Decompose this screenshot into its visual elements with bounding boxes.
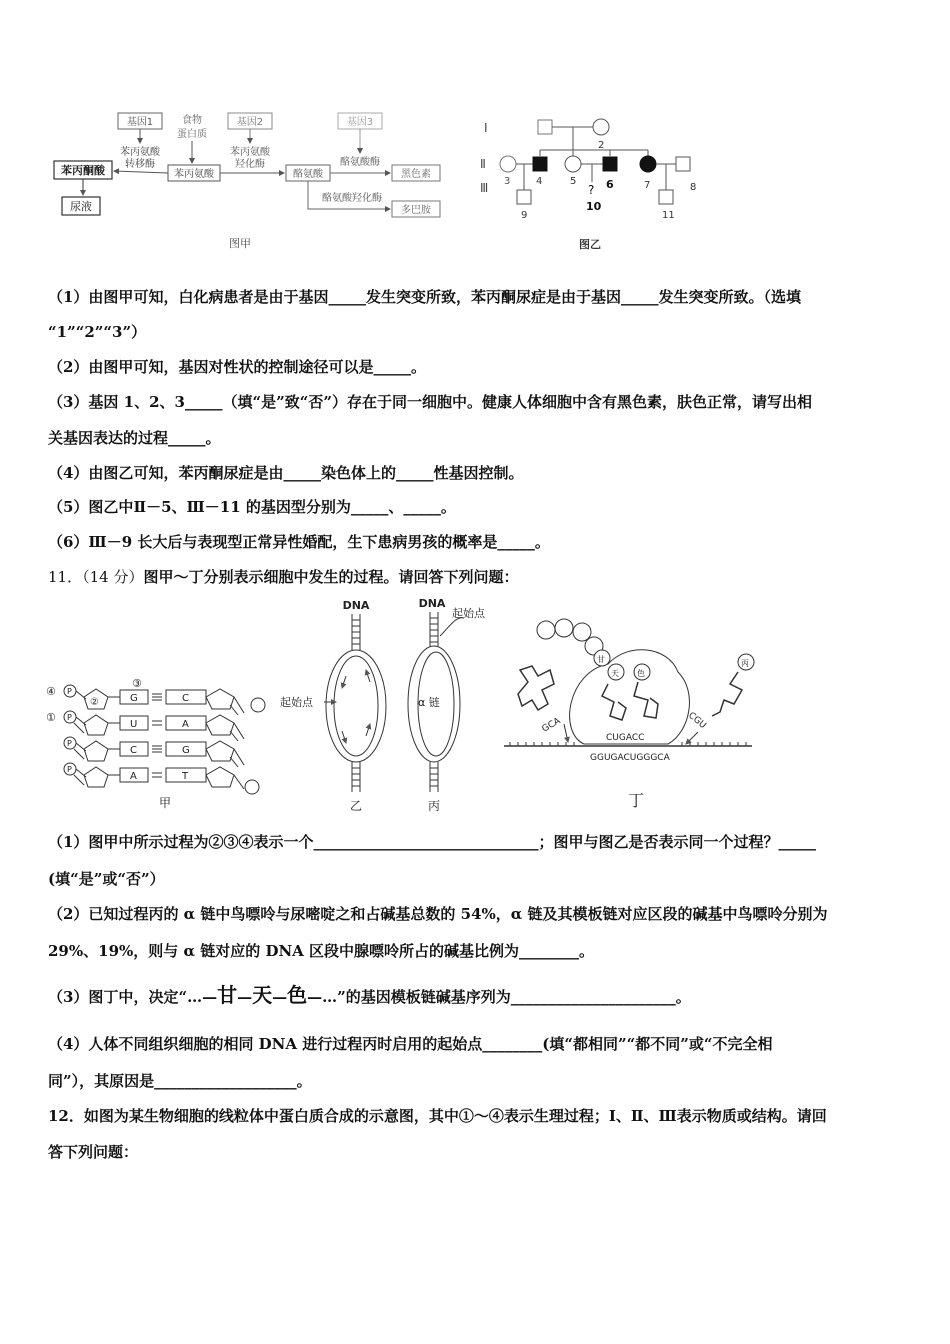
jia-p-3: P: [67, 739, 72, 748]
ped-1-male: [538, 120, 552, 134]
jia-p-1: P: [67, 687, 72, 696]
food-label: 食物: [182, 115, 202, 126]
figure-q11-bing: [400, 596, 510, 816]
q10-part1: （1）由图甲可知，白化病患者是由于基因_____发生突变所致，苯丙酮尿症是由于基因_____发生突变所致。（选填: [48, 288, 801, 306]
jia-p-2: P: [67, 713, 72, 722]
yi-origin-label: 起始点: [280, 696, 313, 709]
jia-base-right-2: A: [182, 719, 189, 730]
ding-anticodon-2: CGU: [686, 710, 708, 732]
ppa-label: 苯丙酮酸: [61, 164, 105, 177]
jia-label-2: ②: [90, 697, 99, 708]
jia-base-left-2: U: [130, 719, 138, 730]
q12-part1: 12．如图为某生物细胞的线粒体中蛋白质合成的示意图，其中①～④表示生理过程；Ⅰ、Ⅱ、Ⅲ表示物质或结构。请回: [48, 1107, 827, 1125]
jia-label-4: ④: [46, 685, 56, 698]
ding-aa-4: 丙: [741, 659, 749, 668]
ped-9-male: [517, 190, 531, 204]
q10-part2: （2）由图甲可知，基因对性状的控制途径可以是_____。: [48, 358, 426, 376]
gen-3-label: Ⅲ: [480, 181, 489, 195]
ding-caption: 丁: [627, 791, 645, 810]
figure-q11-yi: [276, 596, 396, 816]
figure-q11-ding: [498, 612, 760, 812]
tyr-enzyme-label: 酪氨酸酶: [340, 157, 380, 168]
q11-part3-word-3: 色: [287, 983, 308, 1007]
jia-base-right-3: G: [182, 745, 190, 756]
q10-part1-cont: “1”“2”“3”）: [48, 323, 147, 341]
enzyme-hydrox-label-2: 羟化酶: [235, 159, 265, 170]
ped-num-2: 2: [598, 140, 605, 151]
q11-stem: 图甲～丁分别表示细胞中发生的过程。请回答下列问题：: [143, 568, 519, 586]
q11-part2-cont: 29%、19%，则与 α 链对应的 DNA 区段中腺嘌呤所占的碱基比例为________。: [48, 942, 595, 960]
dopamine-label: 多巴胺: [401, 205, 431, 216]
fig-jia-caption: 图甲: [229, 237, 251, 250]
ding-aa-1: 甘: [597, 655, 605, 664]
q11-part2: （2）已知过程丙的 α 链中鸟嘌呤与尿嘧啶之和占碱基总数的 54%，α 链及其模板链对应区段的碱基中鸟嘌呤分别为: [48, 905, 828, 923]
ped-num-6: 6: [606, 178, 614, 191]
tyr-hydrox-label: 酪氨酸羟化酶: [322, 193, 382, 204]
enzyme-transfer-label-2: 转移酶: [125, 159, 155, 170]
ped-8-male: [676, 157, 690, 171]
q11-header: [48, 566, 908, 588]
q10-part6: （6）Ⅲ－9 长大后与表现型正常异性婚配，生下患病男孩的概率是_____。: [48, 533, 550, 551]
jia-base-left-4: A: [130, 771, 137, 782]
q11-part3-word-1: 甘: [217, 983, 238, 1007]
enzyme-hydrox-label: 苯丙氨酸: [230, 147, 270, 158]
gen-1-label: Ⅰ: [484, 121, 488, 135]
jia-base-right-4: T: [182, 771, 189, 782]
jia-base-left-1: G: [130, 693, 138, 704]
yi-dna-label: DNA: [342, 599, 370, 612]
q11-part3: [48, 984, 908, 1008]
melanin-label: 黑色素: [401, 169, 431, 180]
q12-part1-cont: 答下列问题：: [48, 1143, 139, 1161]
q10-part3: （3）基因 1、2、3_____（填“是”致“否”）存在于同一细胞中。健康人体细胞中含有黑色素，肤色正常，请写出相: [48, 393, 812, 411]
q11-number: 11．（14 分）: [48, 568, 144, 586]
ped-num-3: 3: [504, 176, 511, 187]
q11-part4-cont: 同”），其原因是___________________。: [48, 1072, 312, 1090]
ped-3-female: [500, 156, 516, 172]
gene2-label: 基因2: [236, 117, 264, 128]
ped-2-female: [593, 119, 609, 135]
jia-label-1: ①: [46, 711, 56, 724]
q11-part1: （1）图甲中所示过程为②③④表示一个______________________________；图甲与图乙是否表示同一个过程？_____: [48, 833, 816, 851]
ped-num-4: 4: [536, 176, 543, 187]
ped-11-male: [659, 190, 673, 204]
ped-6-male-affected: [603, 157, 617, 171]
ped-num-7: 7: [644, 180, 651, 191]
q10-part5: （5）图乙中Ⅱ－5、Ⅲ－11 的基因型分别为_____、_____。: [48, 498, 456, 516]
enzyme-transfer-label: 苯丙氨酸: [120, 147, 160, 158]
food-protein-label: 蛋白质: [177, 129, 207, 140]
ding-codons: CUGACC: [606, 733, 645, 743]
jia-caption: 甲: [159, 796, 172, 810]
yi-caption: 乙: [349, 799, 363, 813]
tyr-label: 酪氨酸: [293, 169, 323, 180]
q10-part4: （4）由图乙可知，苯丙酮尿症是由_____染色体上的_____性基因控制。: [48, 464, 524, 482]
q11-part3-pre: （3）图丁中，决定“…—: [48, 988, 218, 1006]
q11-part3-post: —…”的基因模板链碱基序列为______________________。: [307, 988, 691, 1006]
urine-label: 尿液: [70, 200, 92, 213]
gen-2-label: Ⅱ: [480, 157, 486, 171]
ped-7-female-affected: [640, 156, 656, 172]
figure-q11-jia: [44, 675, 274, 815]
ding-aa-3: 色: [637, 669, 645, 678]
phe-label: 苯丙氨酸: [174, 169, 214, 180]
jia-base-right-1: C: [182, 693, 189, 704]
bing-dna-label: DNA: [418, 597, 446, 610]
ped-question: ?: [588, 183, 595, 197]
ped-num-9: 9: [521, 210, 528, 221]
ped-num-10: 10: [586, 200, 602, 213]
ped-num-8: 8: [690, 182, 697, 193]
bing-alpha-label: α 链: [418, 696, 440, 709]
ped-4-male-affected: [533, 157, 547, 171]
figure-yi-pedigree: [470, 110, 710, 258]
q11-part4: （4）人体不同组织细胞的相同 DNA 进行过程丙时启用的起始点________(填“都相同”“都不同”或“不完全相: [48, 1035, 773, 1053]
jia-label-3: ③: [132, 677, 142, 690]
figure-jia-pathway: [40, 105, 460, 255]
jia-base-left-3: C: [130, 745, 137, 756]
q11-part3-dash-1: —: [237, 988, 253, 1006]
ped-num-11: 11: [662, 210, 675, 221]
gene3-label: 基因3: [346, 117, 374, 128]
bing-caption: 丙: [427, 799, 441, 813]
ding-aa-2: 天: [611, 669, 619, 678]
bing-origin-label: 起始点: [452, 607, 485, 620]
ding-mrna: GGUGACUGGGCA: [590, 753, 670, 763]
fig-yi-caption: 图乙: [579, 238, 601, 251]
q10-part3-cont: 关基因表达的过程_____。: [48, 429, 221, 447]
q11-part3-word-2: 天: [252, 983, 273, 1007]
ped-5-female: [565, 156, 581, 172]
ped-num-5: 5: [570, 176, 577, 187]
ding-anticodon-1: GCA: [540, 716, 563, 735]
jia-p-4: P: [67, 765, 72, 774]
gene1-label: 基因1: [126, 117, 154, 128]
q11-part3-dash-2: —: [272, 988, 288, 1006]
q11-part1-cont: (填“是”或“否”）: [48, 870, 165, 888]
